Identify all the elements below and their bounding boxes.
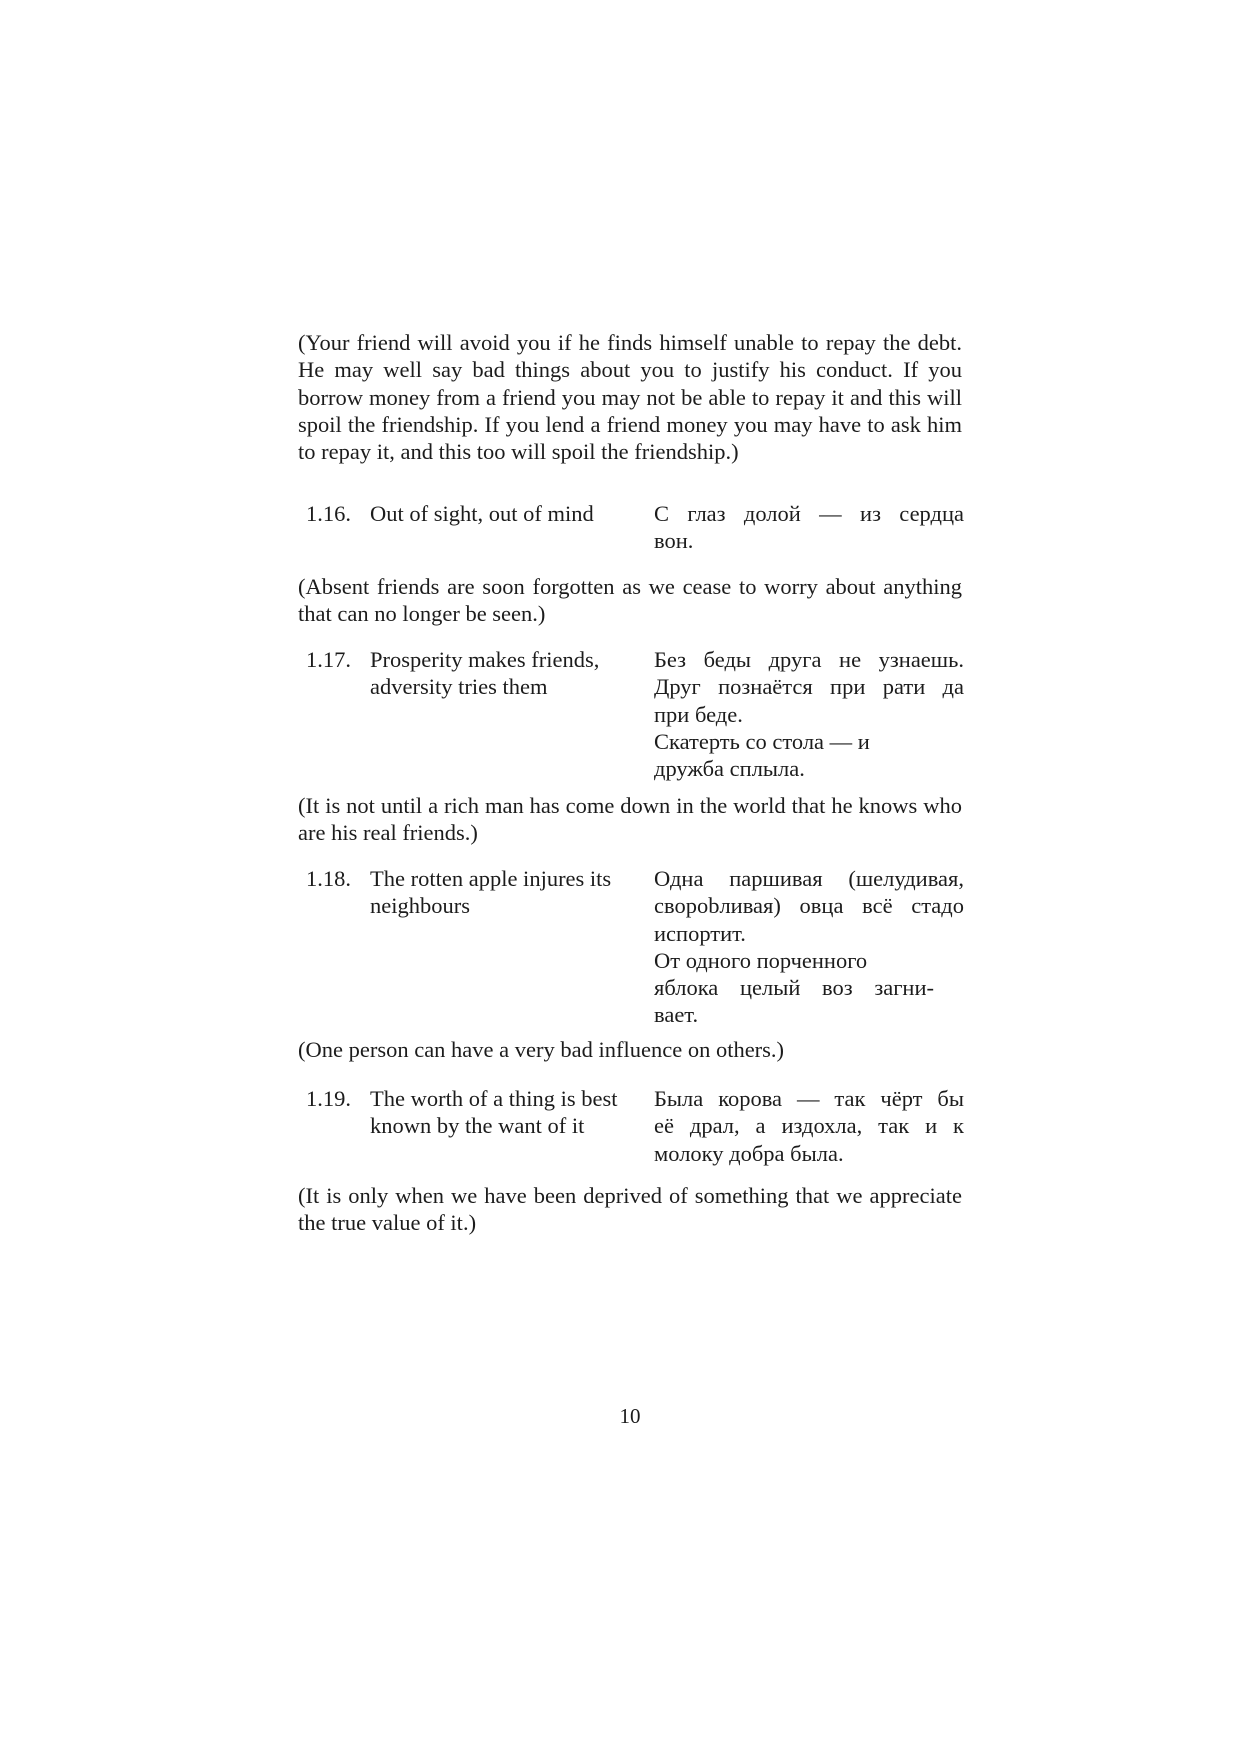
russian-line: её драл, а издохла, так и к	[654, 1113, 964, 1139]
russian-line: дружба сплыла.	[654, 756, 805, 782]
proverb-russian	[654, 1085, 964, 1167]
proverb-russian	[654, 865, 964, 1029]
russian-line: Скатерть со стола — и	[654, 728, 870, 754]
russian-line: Друг познаётся при рати да	[654, 674, 964, 700]
proverb-note: (Absent friends are soon forgotten as we cease to worry about anything that can no longer be seen.)	[298, 574, 962, 627]
russian-line: испортит.	[654, 920, 746, 946]
russian-line: молоку добра была.	[654, 1140, 844, 1166]
proverb-russian	[654, 646, 964, 782]
proverb-note: (It is only when we have been deprived of something that we appreciate the true value of it.)	[298, 1183, 962, 1236]
proverb-english: Out of sight, out of mind	[370, 501, 594, 526]
russian-line: С глаз долой — из сердца	[654, 501, 964, 526]
proverb-english: The worth of a thing is best known by the want of it	[370, 1086, 618, 1139]
proverb-number: 1.18.	[306, 866, 351, 891]
intro-note: (Your friend will avoid you if he finds himself unable to repay the debt. He may well say bad things about you to justify his conduct. If you borrow money from a friend you may not be able to repay it and this will spoil the friendship. If you lend a friend money you may have to ask him to repay it, and this too will spoil the friendship.)	[298, 330, 962, 465]
russian-line: при беде.	[654, 701, 743, 727]
russian-line: От одного порченного	[654, 947, 868, 973]
russian-line: вает.	[654, 1002, 699, 1028]
proverb-note: (One person can have a very bad influence on others.)	[298, 1037, 785, 1062]
russian-line: Без беды друга не узнаешь.	[654, 647, 964, 672]
russian-line: вон.	[654, 528, 694, 554]
proverb-english: The rotten apple injures its neighbours	[370, 866, 612, 919]
proverb-number: 1.19.	[306, 1086, 351, 1111]
russian-line: Одна паршивая (шелудивая,	[654, 866, 964, 891]
russian-line: яблока целый воз загни-	[654, 975, 934, 1001]
proverb-number: 1.16.	[306, 501, 351, 526]
page-number: 10	[619, 1404, 641, 1428]
proverb-english: Prosperity makes friends, adversity tries them	[370, 647, 600, 700]
russian-line: Была корова — так чёрт бы	[654, 1086, 964, 1111]
russian-line: сворobливая) овца всё стадо	[654, 893, 964, 919]
proverb-russian	[654, 500, 964, 555]
proverb-number: 1.17.	[306, 647, 351, 672]
proverb-note: (It is not until a rich man has come down in the world that he knows who are his real friends.)	[298, 793, 962, 846]
